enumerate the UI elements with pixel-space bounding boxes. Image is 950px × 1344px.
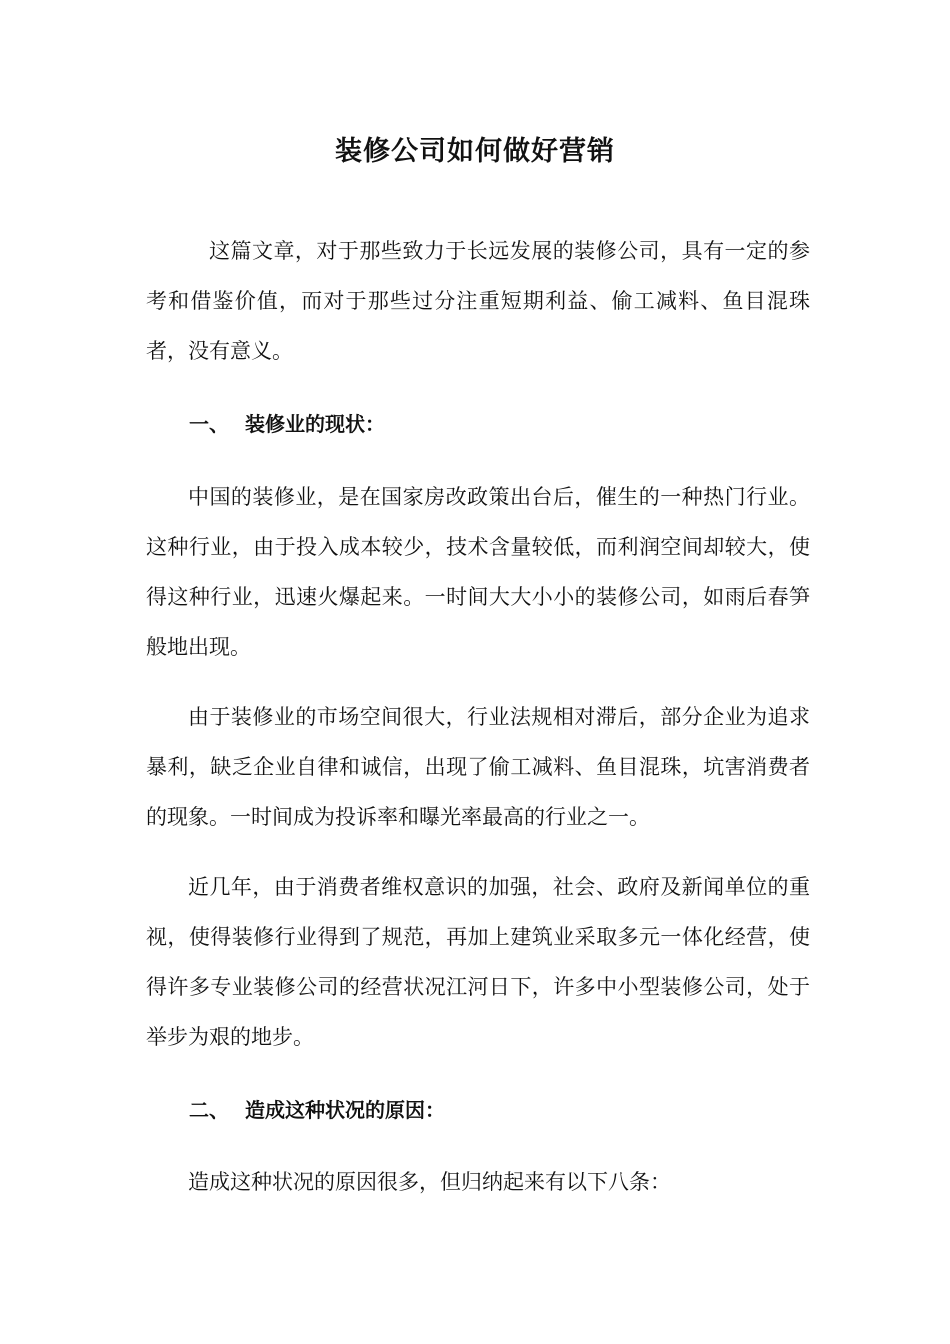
body-paragraph: 造成这种状况的原因很多，但归纳起来有以下八条： [188,1170,671,1194]
section-number: 二、 [189,1098,229,1122]
section-heading-1 [189,406,385,442]
intro-paragraph: 这篇文章，对于那些致力于长远发展的装修公司，具有一定的参考和借鉴价值，而对于那些过分注重短期利益、偷工减料、鱼目混珠者，没有意义。 [146,239,810,363]
section-number: 一、 [189,412,229,436]
body-paragraph: 由于装修业的市场空间很大，行业法规相对滞后，部分企业为追求暴利，缺乏企业自律和诚信，出现了偷工减料、鱼目混珠，坑害消费者的现象。一时间成为投诉率和曝光率最高的行业之一。 [146,705,810,829]
section-heading-text: 装修业的现状： [245,412,385,436]
body-paragraph: 中国的装修业，是在国家房改政策出台后，催生的一种热门行业。这种行业，由于投入成本较少，技术含量较低，而利润空间却较大，使得这种行业，迅速火爆起来。一时间大大小小的装修公司，如雨后春笋般地出现。 [146,485,810,659]
body-paragraph: 近几年，由于消费者维权意识的加强，社会、政府及新闻单位的重视，使得装修行业得到了规范，再加上建筑业采取多元一体化经营，使得许多专业装修公司的经营状况江河日下，许多中小型装修公司，处于举步为艰的地步。 [146,875,810,1049]
section-heading-2 [189,1092,445,1128]
document-title: 装修公司如何做好营销 [335,136,615,167]
section-heading-text: 造成这种状况的原因： [245,1098,445,1122]
